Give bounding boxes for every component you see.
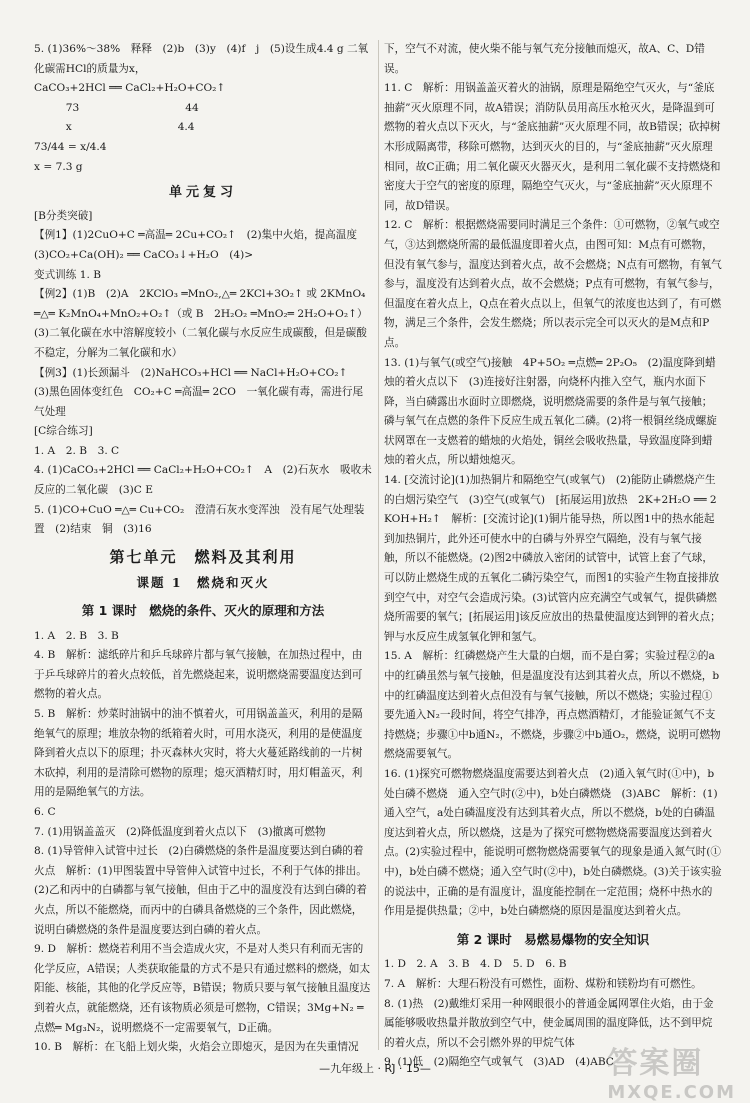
answer-paragraph: 4. (1)CaCO₃+2HCl ══ CaCl₂+H₂O+CO₂↑ A (2)石灰水 吸收未反应的二氧化碳 (3)C E — [34, 464, 372, 497]
answer-paragraph: 6. C — [34, 805, 56, 818]
answer-paragraph: 变式训练 1. B — [34, 268, 102, 281]
answer-paragraph: 15. A 解析：红磷燃烧产生大量的白烟，而不是白雾；实验过程②的a中的红磷虽然与氧气接触，但是温度没有达到其着火点，所以不燃烧，b中的红磷温度达到着火点但没有与氧气接触，所以不燃烧；实验过程①要先通入N₂一段时间，将空气排净，再点燃酒精灯，才能验证氮气不支持燃烧；步骤①中b通N₂，不燃烧，步骤②中b通O₂，燃烧，说明可燃物燃烧需要氧气。 — [384, 650, 721, 761]
heading-lesson: 第 1 课时 燃烧的条件、灭火的原理和方法 — [81, 603, 325, 619]
watermark-logo — [607, 1038, 736, 1103]
watermark-line1: 答案圈 — [607, 1046, 704, 1081]
watermark-line2: MXQE.COM — [607, 1082, 736, 1103]
column-divider — [378, 40, 379, 1050]
answer-paragraph: (3)黑色固体变红色 CO₂+C ═高温═ 2CO 一氧化碳有毒，需进行尾气处理 — [34, 386, 364, 418]
answer-paragraph: 5. B 解析：炒菜时油锅中的油不慎着火，可用锅盖盖灭，利用的是隔绝氧气的原理；堆放杂物的纸箱着火时，可用水浇灭，利用的是使温度降到着火点以下的原理；扑灭森林火灾时，将大火蔓延路线前的一片树木砍掉，利用的是清除可燃物的原理；熄灭酒精灯时，用灯帽盖灭，利用的是隔绝氧气的方法。 — [34, 708, 363, 799]
answer-paragraph: 【例1】(1)2CuO+C ═高温═ 2Cu+CO₂↑ (2)集中火焰，提高温度 — [34, 229, 357, 242]
heading-topic: 课题 1 燃烧和灭火 — [136, 575, 270, 591]
answer-paragraph: 【例3】(1)长颈漏斗 (2)NaHCO₃+HCl ══ NaCl+H₂O+CO₂↑ — [34, 366, 348, 379]
answer-paragraph: 下，空气不对流，使火柴不能与氧气充分接触而熄灭，故A、C、D错误。 — [384, 43, 705, 75]
answer-paragraph: 9. D 解析：燃烧若利用不当会造成火灾，不是对人类只有利而无害的化学反应，A错误；人类获取能量的方式不是只有通过燃料的燃烧，如太阳能、核能，其他的化学反应等，B错误；物质只要与氧气接触且温度达到着火点，就能燃烧，还有该物质必须是可燃物，C错误；3Mg+N₂ ═点燃═ Mg₃N₂，说明燃烧不一定需要氧气，D正确。 — [34, 943, 371, 1034]
right-column — [384, 40, 722, 1073]
answer-paragraph: 7. (1)用锅盖盖灭 (2)降低温度到着火点以下 (3)撤离可燃物 — [34, 825, 326, 838]
answer-paragraph: 9. (1)低 (2)隔绝空气或氧气 (3)AD (4)ABC — [384, 1056, 614, 1069]
answer-paragraph: 5. (1)CO+CuO ═△═ Cu+CO₂ 澄清石灰水变浑浊 没有尾气处理装置 (2)结束 铜 (3)16 — [34, 503, 365, 536]
answer-paragraph: 1. A 2. B 3. C — [34, 444, 120, 457]
heading-chapter: 第七单元 燃料及其利用 — [109, 547, 297, 566]
answer-paragraph: x 4.4 — [34, 121, 195, 134]
answer-paragraph: [B分类突破] — [34, 209, 93, 222]
answer-paragraph: 4. B 解析：滤纸碎片和乒乓球碎片都与氧气接触，在加热过程中，由于乒乓球碎片的着火点较低，首先燃烧起来，说明燃烧需要温度达到可燃物的着火点。 — [34, 649, 363, 701]
answer-paragraph: 16. (1)探究可燃物燃烧温度需要达到着火点 (2)通入氧气时(①中)，b处白磷不燃烧 通入空气时(②中)，b处白磷燃烧 (3)ABC 解析：(1)通入空气，a处白磷温度没有达到其着火点，所以不燃烧，b处的白磷温度达到着火点，所以燃烧，这是为了探究可燃物燃烧需要温度达到着火点。(2)实验过程中，能说明可燃物燃烧需要氧气的现象是通入氮气时(①中)，b处白磷不燃烧；通入空气时(②中)，b处白磷燃烧。(3)关于该实验的说法中，正确的是有温度计，温度能控制在一定范围；烧杯中热水的作用是提供热量；②中，b处白磷燃烧的原因是温度达到着火点。 — [384, 767, 722, 918]
answer-paragraph: 12. C 解析：根据燃烧需要同时满足三个条件：①可燃物，②氧气或空气，③达到燃烧所需的最低温度即着火点，由图可知：M点有可燃物，但没有氧气参与，温度达到着火点，故不会燃烧；N点有可燃物，有氧气参与，温度没有达到着火点，故不会燃烧；P点有可燃物，有氧气参与，但温度在着火点上，Q点在着火点以上，但氧气的浓度也达到了，有可燃物，满足三个条件，会发生燃烧；所以表示完全可以灭火的是M点和P点。 — [384, 219, 722, 349]
heading-lesson: 第 2 课时 易燃易爆物的安全知识 — [456, 931, 650, 947]
left-column — [34, 40, 372, 1058]
answer-paragraph: (3)CO₂+Ca(OH)₂ ══ CaCO₃↓+H₂O (4)> — [34, 248, 254, 261]
answer-paragraph: 【例2】(1)B (2)A 2KClO₃ ═MnO₂,△═ 2KCl+3O₂↑ 或 2KMnO₄ ═△═ K₂MnO₄+MnO₂+O₂↑（或 B 2H₂O₂ ═MnO₂═ 2H₂O+O₂↑）(3)二氧化碳在水中溶解度较小（二氧化碳与水反应生成碳酸，但是碳酸不稳定，分解为二氧化碳和水） — [34, 288, 368, 359]
page-footer: —九年级上 · RJ · 15— — [319, 1062, 431, 1075]
answer-paragraph: 10. B 解析：在飞船上划火柴，火焰会立即熄灭，是因为在失重情况 — [34, 1041, 359, 1054]
answer-paragraph: 73 44 — [34, 101, 199, 114]
answer-paragraph: 11. C 解析：用锅盖盖灭着火的油锅，原理是隔绝空气灭火，与“釜底抽薪”灭火原理不同，故A错误；消防队员用高压水枪灭火，是降温到可燃物的着火点以下灭火，与“釜底抽薪”灭火原理不同，故B错误；砍掉树木形成隔离带，移除可燃物，达到灭火的目的，与“釜底抽薪”灭火原理相同，故C正确；用二氧化碳灭火器灭火，是利用二氧化碳不支持燃烧和密度大于空气的密度的原理，隔绝空气灭火，与“釜底抽薪”灭火原理不同，故D错误。 — [384, 82, 721, 212]
heading-unit: 单元复习 — [168, 185, 237, 201]
answer-paragraph: [C综合练习] — [34, 425, 93, 438]
answer-paragraph: CaCO₃+2HCl ══ CaCl₂+H₂O+CO₂↑ — [34, 82, 226, 95]
answer-paragraph: x = 7.3 g — [34, 160, 83, 173]
answer-paragraph: 73/44 = x/4.4 — [34, 140, 107, 153]
answer-paragraph: 1. A 2. B 3. B — [34, 629, 119, 642]
answer-paragraph: 1. D 2. A 3. B 4. D 5. D 6. B — [384, 958, 567, 971]
answer-paragraph: 8. (1)热 (2)戴维灯采用一种网眼很小的普通金属网罩住火焰，由于金属能够吸收热量并散放到空气中，使金属周围的温度降低，达不到甲烷的着火点，所以不会引燃外界的甲烷气体 — [384, 997, 714, 1049]
answer-paragraph: 14. [交流讨论](1)加热铜片和隔绝空气(或氧气) (2)能防止磷燃烧产生的白烟污染空气 (3)空气(或氧气) [拓展运用]放热 2K+2H₂O ══ 2KOH+H₂↑ 解析：[交流讨论](1)铜片能导热，所以图1中的热水能起到加热铜片，此外还可使水中的白磷与外界空气隔绝，没有与氧气接触，所以不能燃烧。(2)图2中磷放入密闭的试管中，试管上套了气球，可以防止燃烧生成的五氧化二磷污染空气，而图1的实验产生物直接排放到空气中，对空气会造成污染。(3)试管内应充满空气或氧气，提供磷燃烧所需要的氧气；[拓展运用]该反应放出的热量使温度达到钾的着火点；钾与水反应生成氢氧化钾和氢气。 — [384, 474, 721, 643]
answer-paragraph: 8. (1)导管伸入试管中过长 (2)白磷燃烧的条件是温度要达到白磷的着火点 解析：(1)甲图装置中导管伸入试管中过长，不利于气体的排出。(2)乙和丙中的白磷都与氧气接触，但由于乙中的温度没有达到白磷的着火点，所以不能燃烧，而丙中的白磷具备燃烧的三个条件，因此燃烧，说明白磷燃烧的条件是温度要达到白磷的着火点。 — [34, 845, 367, 936]
answer-paragraph: 5. (1)36%～38% 释释 (2)b (3)y (4)f j (5)设生成4.4 g 二氧化碳需HCl的质量为x， — [34, 43, 369, 75]
answer-paragraph: 13. (1)与氧气(或空气)接触 4P+5O₂ ═点燃═ 2P₂O₅ (2)温度降到蜡烛的着火点以下 (3)连接好注射器，向烧杯内推入空气，瓶内水面下降，当白磷露出水面时立即燃烧，说明燃烧需要的条件是与氧气接触；磷与氧气在点燃的条件下反应生成五氧化二磷。(2)将一根铜丝绕成螺旋状网罩在一支燃着的蜡烛的火焰处，铜丝会吸收热量，导致温度降到蜡烛的着火点，所以蜡烛熄灭。 — [384, 356, 717, 467]
answer-paragraph: 7. A 解析：大理石粉没有可燃性，面粉、煤粉和镁粉均有可燃性。 — [384, 977, 702, 990]
